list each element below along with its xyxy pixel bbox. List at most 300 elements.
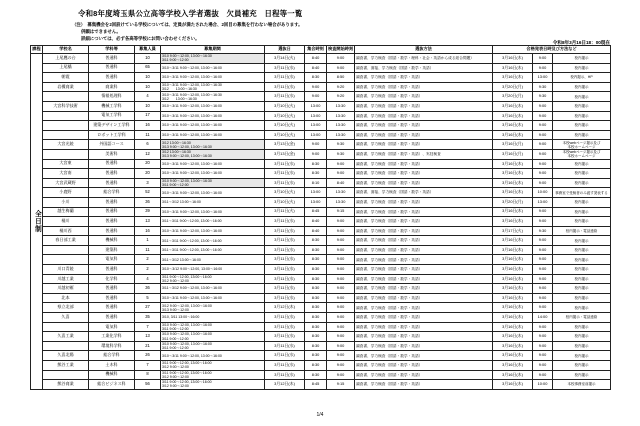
cell-result-date: 3月16日(木) xyxy=(493,303,533,313)
table-row xyxy=(31,63,611,73)
cell-application-period: 3/10, 3/11 13:00〜16:00 xyxy=(161,313,265,323)
cell-capacity: 20 xyxy=(135,169,161,179)
cell-selection-method: 調査書、学力検査（国語・数学・英語） xyxy=(355,293,493,303)
cell-report-time: 8:30 xyxy=(305,370,327,380)
th-period: 募集期間 xyxy=(161,46,265,54)
cell-exam-date: 3月11日(水) xyxy=(265,284,305,294)
cell-result-date: 3月16日(木) xyxy=(493,284,533,294)
cell-selection-method: 調査書、学力検査（国語・数学・理科・社会・英語から成る総合問題） xyxy=(355,54,493,64)
cell-capacity: 35 xyxy=(135,313,161,323)
cell-school-name xyxy=(43,92,89,102)
cell-capacity: 10 xyxy=(135,82,161,92)
cell-result-time: 9:00 xyxy=(533,265,553,275)
cell-application-period: 3/11〜3/12 9:00〜12:00, 13:00〜16:00 xyxy=(161,284,265,294)
cell-report-time: 13:00 xyxy=(305,130,327,140)
table-row xyxy=(31,341,611,351)
cell-report-time: 9:00 xyxy=(305,140,327,150)
cell-start-time: 9:30 xyxy=(327,149,355,159)
cell-result-date: 3月16日(木) xyxy=(493,130,533,140)
cell-selection-method: 調査書、学力検査（国語・数学・英語） xyxy=(355,245,493,255)
cell-result-method: 校内掲示 xyxy=(553,341,611,351)
cell-result-time: 9:00 xyxy=(533,255,553,265)
table-row xyxy=(31,92,611,102)
cell-capacity: 8 xyxy=(135,370,161,380)
cell-exam-date: 3月12日(木) xyxy=(265,380,305,390)
cell-result-date: 3月16日(木) xyxy=(493,341,533,351)
table-row xyxy=(31,236,611,246)
cell-result-method: 校内掲示 xyxy=(553,303,611,313)
cell-exam-date: 3月11日(水) xyxy=(265,370,305,380)
cell-application-period: 3/12 13:00〜16:30 3/13 9:00〜12:00, 13:00〜16:30 xyxy=(161,140,265,150)
cell-result-time: 9:00 xyxy=(533,245,553,255)
cell-report-time: 8:30 xyxy=(305,322,327,332)
cell-start-time: 9:00 xyxy=(327,226,355,236)
cell-exam-date: 3月10日(火) xyxy=(265,197,305,207)
cell-department: 普通科 xyxy=(89,178,135,188)
cell-capacity: 65 xyxy=(135,63,161,73)
cell-exam-date: 3月11日(水) xyxy=(265,255,305,265)
cell-start-time: 9:00 xyxy=(327,313,355,323)
cell-start-time: 9:00 xyxy=(327,169,355,179)
cell-result-time: 9:00 xyxy=(533,303,553,313)
cell-report-time: 8:40 xyxy=(305,63,327,73)
table-row xyxy=(31,313,611,323)
cell-report-time: 8:30 xyxy=(305,341,327,351)
cell-exam-date: 3月10日(火) xyxy=(265,130,305,140)
cell-result-time: 9:00 xyxy=(533,332,553,342)
cell-selection-method: 調査書、学力検査（国語・数学・英語） xyxy=(355,284,493,294)
cell-result-method: 事務室で受検者のみ渡す発表する xyxy=(553,188,611,198)
notes-block xyxy=(72,22,303,42)
table-row xyxy=(31,169,611,179)
cell-start-time: 13:30 xyxy=(327,101,355,111)
cell-capacity: 10 xyxy=(135,54,161,64)
cell-department: 普通科 xyxy=(89,73,135,83)
cell-school-name: 越生梅蘭 xyxy=(43,207,89,217)
cell-exam-date: 3月11日(水) xyxy=(265,159,305,169)
cell-report-time: 8:30 xyxy=(305,159,327,169)
cell-selection-method: 調査書、学力検査（国語・数学・英語） xyxy=(355,274,493,284)
cell-result-date: 3月16日(木) xyxy=(493,265,533,275)
cell-application-period: 3/11 9:00〜12:00, 13:00〜16:00 3/12 9:00〜12:00 xyxy=(161,361,265,371)
cell-capacity: 2 xyxy=(135,265,161,275)
cell-result-time: 9:00 xyxy=(533,236,553,246)
table-row xyxy=(31,159,611,169)
as-of-timestamp: 令和8年3月16日18：00現在 xyxy=(552,39,610,45)
cell-selection-method: 調査書、学力検査（国語・数学・英語） xyxy=(355,255,493,265)
cell-selection-method: 調査書、学力検査（国語・数学・英語） xyxy=(355,207,493,217)
cell-result-date: 3月16日(木) xyxy=(493,217,533,227)
cell-start-time: 9:00 xyxy=(327,159,355,169)
cell-start-time: 8:50 xyxy=(327,73,355,83)
cell-school-name: 朝霞 xyxy=(43,73,89,83)
th-dept: 学科等 xyxy=(89,46,135,54)
cell-school-name: 川越工業 xyxy=(43,274,89,284)
cell-result-date: 3月16日(木) xyxy=(493,169,533,179)
cell-result-time: 10:00 xyxy=(533,380,553,390)
cell-result-method: 校内掲示 xyxy=(553,82,611,92)
th-report-time: 集合時刻 xyxy=(305,46,327,54)
table-header-row xyxy=(31,46,611,54)
cell-application-period: 3/10 9:00〜12:00, 13:00〜16:00 3/11 9:00〜12:00 xyxy=(161,341,265,351)
cell-department: 普通科 xyxy=(89,217,135,227)
cell-result-date: 3月20日(月) xyxy=(493,82,533,92)
system-label-cell: 全日制 xyxy=(31,54,43,390)
cell-department: 環境科学科 xyxy=(89,341,135,351)
cell-result-date: 3月16日(木) xyxy=(493,322,533,332)
cell-result-time: 9:00 xyxy=(533,361,553,371)
cell-result-method: 校内掲示 xyxy=(553,92,611,102)
cell-school-name: 大宮東 xyxy=(43,159,89,169)
cell-capacity: 4 xyxy=(135,274,161,284)
cell-result-method: 校内掲示 xyxy=(553,207,611,217)
cell-application-period: 3/10〜3/11 9:00〜12:00, 13:00〜16:00 xyxy=(161,73,265,83)
table-row xyxy=(31,82,611,92)
cell-capacity: 10 xyxy=(135,73,161,83)
cell-school-name: 桶川 xyxy=(43,217,89,227)
cell-result-date: 3月17日(火) xyxy=(493,226,533,236)
note-line-3: 詳細については、必ず各高等学校にお問い合わせください。 xyxy=(81,35,200,41)
table-row xyxy=(31,322,611,332)
cell-application-period: 3/10〜3/11 9:00〜12:00, 13:00〜16:00 xyxy=(161,111,265,121)
note-line-2: 併願はできません。 xyxy=(81,28,121,34)
cell-exam-date: 3月11日(水) xyxy=(265,82,305,92)
cell-result-method: 校内掲示 xyxy=(553,351,611,361)
cell-result-date: 3月16日(木) xyxy=(493,178,533,188)
cell-result-date: 3月16日(木) xyxy=(493,101,533,111)
cell-report-time: 13:00 xyxy=(305,121,327,131)
cell-report-time: 8:30 xyxy=(305,332,327,342)
cell-result-time: 9:00 xyxy=(533,111,553,121)
cell-result-date: 3月16日(木) xyxy=(493,380,533,390)
cell-department: 電気科 xyxy=(89,322,135,332)
cell-start-time: 13:30 xyxy=(327,130,355,140)
table-body xyxy=(31,54,611,390)
cell-start-time: 9:15 xyxy=(327,207,355,217)
cell-capacity: 21 xyxy=(135,341,161,351)
table-row xyxy=(31,380,611,390)
cell-start-time: 9:00 xyxy=(327,217,355,227)
cell-result-method: 校内掲示 xyxy=(553,111,611,121)
cell-department: 普通科 xyxy=(89,54,135,64)
cell-capacity: 10 xyxy=(135,101,161,111)
cell-report-time: 8:30 xyxy=(305,351,327,361)
cell-department: 美術科 xyxy=(89,149,135,159)
cell-result-method: 校内掲示 xyxy=(553,217,611,227)
table-row xyxy=(31,361,611,371)
cell-exam-date: 3月11日(火) xyxy=(265,207,305,217)
cell-selection-method: 調査書、学力検査（国語・数学・英語） xyxy=(355,236,493,246)
cell-result-method: 校内掲示・電話連絡 xyxy=(553,226,611,236)
table-row xyxy=(31,73,611,83)
cell-exam-date: 3月11日(水) xyxy=(265,217,305,227)
cell-start-time: 8:40 xyxy=(327,178,355,188)
cell-start-time: 9:30 xyxy=(327,140,355,150)
cell-selection-method: 調査書、学力検査（国語・数学・英語） xyxy=(355,92,493,102)
cell-result-time: 9:30 xyxy=(533,226,553,236)
cell-application-period: 3/10〜3/11 9:00〜12:00, 13:00〜16:00 xyxy=(161,207,265,217)
cell-school-name: 春日部工業 xyxy=(43,236,89,246)
cell-capacity: 20 xyxy=(135,159,161,169)
cell-application-period: 3/10〜3/11 9:00〜12:00, 13:00〜16:00 xyxy=(161,121,265,131)
cell-exam-date: 3月11日(水) xyxy=(265,265,305,275)
cell-result-date: 3月16日(木) xyxy=(493,370,533,380)
cell-result-date: 3月16日(木) xyxy=(493,351,533,361)
cell-application-period: 3/11〜3/11 9:00〜12:00, 13:00〜16:00 xyxy=(161,245,265,255)
cell-start-time: 9:15 xyxy=(327,380,355,390)
cell-capacity: 39 xyxy=(135,207,161,217)
cell-report-time: 9:00 xyxy=(305,82,327,92)
cell-school-name: 川口青陵 xyxy=(43,265,89,275)
cell-report-time: 8:40 xyxy=(305,226,327,236)
cell-exam-date: 3月12日(木) xyxy=(265,303,305,313)
cell-exam-date: 3月10日(火) xyxy=(265,101,305,111)
cell-result-method: 校内掲示 xyxy=(553,121,611,131)
cell-capacity: 4 xyxy=(135,92,161,102)
cell-application-period: 3/11〜3/11 9:00〜12:00, 13:00〜16:00 xyxy=(161,217,265,227)
cell-result-time: 13:00 xyxy=(533,73,553,83)
cell-school-name: 大宮光陵 xyxy=(43,140,89,150)
cell-report-time: 8:30 xyxy=(305,73,327,83)
cell-result-time: 9:00 xyxy=(533,351,553,361)
cell-exam-date: 3月11日(水) xyxy=(265,341,305,351)
cell-result-method: 本校事務室前掲示 xyxy=(553,380,611,390)
table-row xyxy=(31,207,611,217)
cell-report-time: 13:00 xyxy=(305,197,327,207)
cell-result-date: 3月16日(木) xyxy=(493,332,533,342)
cell-report-time: 8:40 xyxy=(305,54,327,64)
cell-result-time: 10:00 xyxy=(533,188,553,198)
th-exam-date: 選抜日 xyxy=(265,46,305,54)
cell-result-date: 3月16日(月) xyxy=(493,149,533,159)
cell-result-time: 9:00 xyxy=(533,178,553,188)
cell-result-time: 9:00 xyxy=(533,341,553,351)
cell-selection-method: 調査書、学力検査（国語・数学・英語） xyxy=(355,226,493,236)
cell-start-time: 9:00 xyxy=(327,54,355,64)
cell-selection-method: 調査書、学力検査（国語・数学・英語） xyxy=(355,351,493,361)
cell-application-period: 3/10〜3/11 9:00〜12:00, 13:00〜16:00 xyxy=(161,63,265,73)
cell-result-date: 3月16日(木) xyxy=(493,121,533,131)
cell-result-date: 3月16日(木) xyxy=(493,361,533,371)
cell-selection-method: 調査書、学力検査（国語・数学・英語）、実技検査 xyxy=(355,149,493,159)
cell-school-name: 久喜 xyxy=(43,313,89,323)
cell-department: 情報処理科 xyxy=(89,92,135,102)
table-row xyxy=(31,188,611,198)
cell-capacity: 26 xyxy=(135,351,161,361)
cell-school-name: 熊谷工業 xyxy=(43,361,89,371)
cell-application-period: 3/10〜3/11 9:00〜12:00, 13:00〜16:00 xyxy=(161,169,265,179)
cell-start-time: 9:00 xyxy=(327,274,355,284)
cell-school-name: 小川 xyxy=(43,197,89,207)
cell-result-date: 3月16日(木) xyxy=(493,159,533,169)
cell-capacity: 13 xyxy=(135,332,161,342)
cell-selection-method: 調査書、学力検査（国語・数学・英語） xyxy=(355,101,493,111)
cell-report-time: 8:30 xyxy=(305,236,327,246)
cell-capacity: 7 xyxy=(135,322,161,332)
cell-school-name xyxy=(43,245,89,255)
cell-capacity: 13 xyxy=(135,217,161,227)
cell-exam-date: 3月11日(水) xyxy=(265,313,305,323)
cell-result-method: 校内掲示 xyxy=(553,130,611,140)
schedule-table xyxy=(30,45,611,390)
cell-selection-method: 調査書、学力検査（国語・数学・英語） xyxy=(355,217,493,227)
cell-result-time: 9:00 xyxy=(533,130,553,140)
cell-school-name xyxy=(43,111,89,121)
cell-exam-date: 3月13日(金) xyxy=(265,149,305,159)
cell-department: 電気工学科 xyxy=(89,111,135,121)
cell-selection-method: 調査書、学力検査（国語・数学・英語） xyxy=(355,322,493,332)
cell-school-name xyxy=(43,370,89,380)
cell-school-name: 大宮科学技術 xyxy=(43,101,89,111)
cell-start-time: 9:00 xyxy=(327,255,355,265)
cell-result-time: 9:00 xyxy=(533,159,553,169)
cell-department: 普通科 xyxy=(89,197,135,207)
cell-application-period: 3/10 9:00〜12:00, 13:00〜16:00 3/11 9:00〜12:00 xyxy=(161,322,265,332)
cell-report-time: 8:30 xyxy=(305,274,327,284)
cell-capacity: 27 xyxy=(135,303,161,313)
cell-application-period: 3/10 9:00〜12:00, 13:00〜16:30 3/11 9:00〜12:00 xyxy=(161,178,265,188)
cell-result-time: 9:00 xyxy=(533,370,553,380)
cell-start-time: 9:00 xyxy=(327,293,355,303)
cell-exam-date: 3月11日(水) xyxy=(265,236,305,246)
cell-report-time: 8:30 xyxy=(305,255,327,265)
cell-start-time: 9:00 xyxy=(327,322,355,332)
table-row xyxy=(31,370,611,380)
cell-result-date: 3月16日(木) xyxy=(493,313,533,323)
cell-result-time: 9:30 xyxy=(533,92,553,102)
cell-result-time: 9:00 xyxy=(533,121,553,131)
cell-result-method: 校内掲示・電話連絡 xyxy=(553,313,611,323)
cell-selection-method: 調査書、学力検査（国語・数学・英語） xyxy=(355,332,493,342)
cell-exam-date: 3月11日(水) xyxy=(265,245,305,255)
cell-department: 化学科 xyxy=(89,274,135,284)
cell-report-time: 8:30 xyxy=(305,303,327,313)
table-row xyxy=(31,351,611,361)
cell-department: 普通科 xyxy=(89,265,135,275)
cell-school-name xyxy=(43,149,89,159)
cell-result-date: 3月16日(木) xyxy=(493,54,533,64)
cell-application-period: 3/11〜3/11 9:00〜12:00, 13:00〜16:00 xyxy=(161,236,265,246)
cell-selection-method: 調査書、学力検査（国語・数学・英語） xyxy=(355,197,493,207)
cell-school-name: 上尾橘 xyxy=(43,63,89,73)
cell-exam-date: 3月11日(水) xyxy=(265,73,305,83)
cell-school-name: 上尾鷹の台 xyxy=(43,54,89,64)
table-row xyxy=(31,149,611,159)
cell-department: 機械工学科 xyxy=(89,101,135,111)
th-result-group: 合格発表日時及び方法など xyxy=(493,46,611,54)
cell-result-date: 3月16日(木) xyxy=(493,293,533,303)
cell-result-time: 9:30 xyxy=(533,82,553,92)
cell-result-method: 校内掲示 xyxy=(553,284,611,294)
cell-result-date: 3月16日(木) xyxy=(493,207,533,217)
cell-report-time: 8:30 xyxy=(305,245,327,255)
table-row xyxy=(31,101,611,111)
cell-application-period: 3/10〜3/11 9:00〜12:00, 13:00〜16:00 xyxy=(161,188,265,198)
cell-department: 土木科 xyxy=(89,361,135,371)
cell-result-time: 9:00 xyxy=(533,322,553,332)
table-row xyxy=(31,265,611,275)
cell-school-name: 大宮武蔵野 xyxy=(43,178,89,188)
cell-start-time: 9:00 xyxy=(327,351,355,361)
cell-application-period: 3/10〜3/12 9:00〜12:00, 13:00〜16:00 xyxy=(161,265,265,275)
cell-exam-date: 3月11日(水) xyxy=(265,274,305,284)
cell-result-method: 校内掲示、HP xyxy=(553,73,611,83)
table-row xyxy=(31,303,611,313)
cell-report-time: 9:00 xyxy=(305,92,327,102)
cell-selection-method: 調査書、学力検査（国語・数学・英語） xyxy=(355,341,493,351)
cell-result-time: 9:00 xyxy=(533,207,553,217)
table-row xyxy=(31,332,611,342)
cell-report-time: 8:45 xyxy=(305,380,327,390)
cell-application-period: 3/10〜3/11 9:00〜12:00, 13:00〜16:00 xyxy=(161,130,265,140)
cell-selection-method: 調査書、学力検査（国語・数学・英語） xyxy=(355,73,493,83)
cell-report-time: 8:30 xyxy=(305,284,327,294)
cell-exam-date: 3月11日(水) xyxy=(265,169,305,179)
cell-exam-date: 3月11日(水) xyxy=(265,332,305,342)
cell-selection-method: 調査書、学力検査（国語・数学・英語） xyxy=(355,111,493,121)
cell-result-date: 3月16日(木) xyxy=(493,245,533,255)
cell-exam-date: 3月14日(火) xyxy=(265,54,305,64)
th-school: 学校名 xyxy=(43,46,89,54)
cell-application-period: 3/12 9:00〜12:00, 13:00〜16:00 3/13 9:00〜12:00 xyxy=(161,303,265,313)
cell-capacity: 17 xyxy=(135,111,161,121)
cell-report-time: 9:00 xyxy=(305,149,327,159)
th-system: 課程 xyxy=(31,46,43,54)
cell-exam-date: 3月11日(水) xyxy=(265,361,305,371)
cell-capacity: 12 xyxy=(135,149,161,159)
cell-report-time: 8:30 xyxy=(305,361,327,371)
cell-start-time: 13:30 xyxy=(327,111,355,121)
cell-capacity: 5 xyxy=(135,293,161,303)
cell-result-method: 校内掲示 xyxy=(553,361,611,371)
cell-department: 普通科 xyxy=(89,293,135,303)
cell-exam-date: 3月11日(水) xyxy=(265,293,305,303)
cell-application-period: 3/10〜3/11 9:00〜12:00, 13:00〜16:00 xyxy=(161,351,265,361)
cell-exam-date: 3月10日(火) xyxy=(265,111,305,121)
table-row xyxy=(31,226,611,236)
cell-exam-date: 3月10日(火) xyxy=(265,121,305,131)
table-row xyxy=(31,130,611,140)
cell-school-name: 川越初雁 xyxy=(43,284,89,294)
cell-capacity: 36 xyxy=(135,197,161,207)
cell-start-time: 9:00 xyxy=(327,265,355,275)
cell-result-time: 9:00 xyxy=(533,169,553,179)
cell-start-time: 13:30 xyxy=(327,197,355,207)
cell-result-method: 校内掲示 xyxy=(553,265,611,275)
cell-result-method: 校内掲示 xyxy=(553,332,611,342)
cell-department: 建築科 xyxy=(89,245,135,255)
cell-application-period: 3/12 13:00〜16:30 3/13 9:00〜12:00, 13:00〜16:30 xyxy=(161,149,265,159)
th-start-time: 検査開始時刻 xyxy=(327,46,355,54)
cell-result-time: 14:00 xyxy=(533,313,553,323)
cell-department: 機械科 xyxy=(89,370,135,380)
cell-result-method: 校内掲示 xyxy=(553,322,611,332)
cell-selection-method: 調査書、学力検査（国語・数学・英語） xyxy=(355,121,493,131)
cell-department: 普通科 xyxy=(89,63,135,73)
cell-exam-date: 3月11日(水) xyxy=(265,226,305,236)
cell-result-method: 校内掲示 xyxy=(553,236,611,246)
cell-application-period: 3/10〜3/11 9:00〜12:00, 13:00〜16:00 xyxy=(161,226,265,236)
cell-result-method: 校内掲示 xyxy=(553,159,611,169)
cell-selection-method: 調査書、学力検査（国語・数学・英語） xyxy=(355,370,493,380)
cell-department: 建築デザイン工学科 xyxy=(89,121,135,131)
cell-capacity: 36 xyxy=(135,284,161,294)
cell-result-method: 校内掲示 xyxy=(553,63,611,73)
cell-department: 普通科 xyxy=(89,303,135,313)
cell-result-method: 校内掲示 xyxy=(553,54,611,64)
cell-department: 総合学科 xyxy=(89,188,135,198)
cell-application-period: 3/10〜3/11 9:00〜12:00, 13:00〜16:00 xyxy=(161,293,265,303)
